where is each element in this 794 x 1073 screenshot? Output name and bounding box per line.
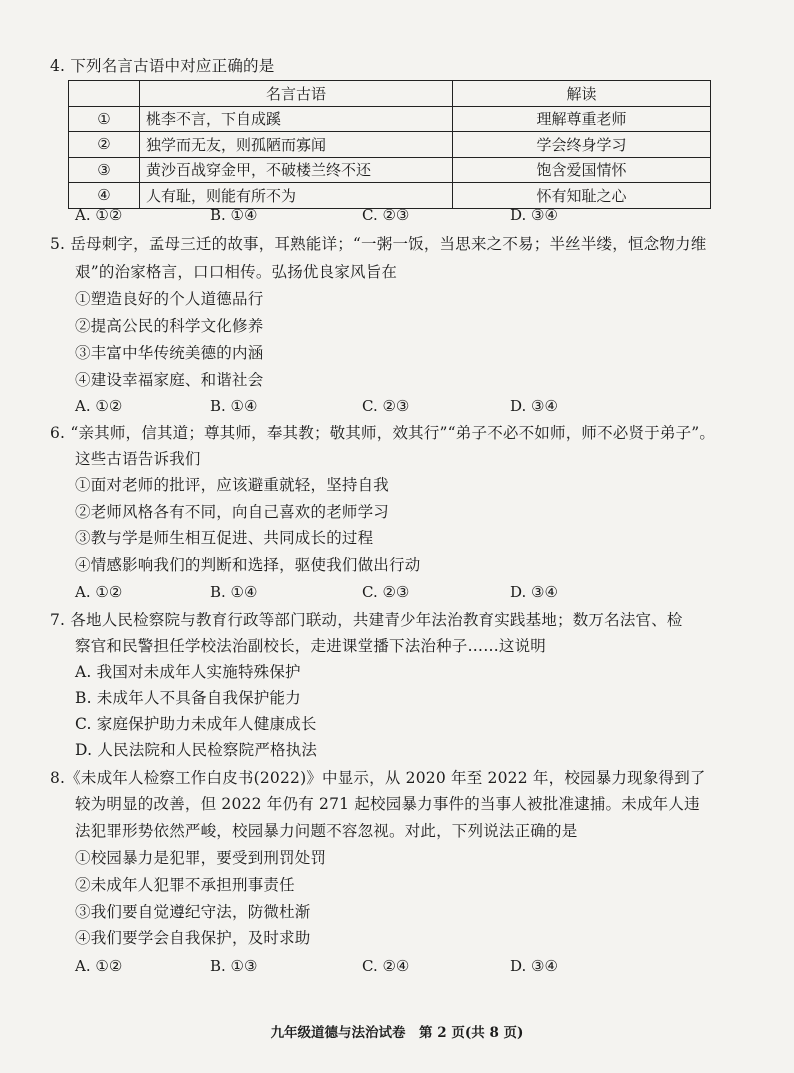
- table-row: [69, 106, 711, 132]
- q5-choice-d: D. ③④: [510, 397, 558, 415]
- row-explanation: 理解尊重老师: [453, 106, 711, 132]
- q5-choice-c: C. ②③: [362, 397, 410, 415]
- q7-option-a: A. 我国对未成年人实施特殊保护: [75, 663, 301, 681]
- table-row: [69, 132, 711, 158]
- q6-option-4: ④情感影响我们的判断和选择，驱使我们做出行动: [75, 556, 421, 574]
- q8-stem-line-3: 法犯罪形势依然严峻，校园暴力问题不容忽视。对此，下列说法正确的是: [75, 822, 578, 840]
- q4-table-header: [69, 81, 711, 107]
- q6-stem-line-1: 6. “亲其师，信其道；尊其师，奉其教；敬其师，效其行”“弟子不必不如师，师不必贤于弟子”。: [50, 424, 716, 442]
- q4-stem: 4. 下列名言古语中对应正确的是: [50, 57, 275, 75]
- q4-header-saying: 名言古语: [140, 81, 453, 107]
- q8-choice-b: B. ①③: [210, 957, 258, 975]
- q4-choice-b: B. ①④: [210, 206, 258, 224]
- row-explanation: 怀有知耻之心: [453, 183, 711, 209]
- q6-option-1: ①面对老师的批评，应该避重就轻，坚持自我: [75, 476, 390, 494]
- row-saying: 独学而无友，则孤陋而寡闻: [140, 132, 453, 158]
- q8-option-4: ④我们要学会自我保护，及时求助: [75, 929, 311, 947]
- q8-option-3: ③我们要自觉遵纪守法，防微杜渐: [75, 903, 311, 921]
- q8-option-2: ②未成年人犯罪不承担刑事责任: [75, 876, 295, 894]
- q4-header-explanation: 解读: [453, 81, 711, 107]
- q6-option-2: ②老师风格各有不同，向自己喜欢的老师学习: [75, 503, 390, 521]
- q4-choice-d: D. ③④: [510, 206, 558, 224]
- q7-option-b: B. 未成年人不具备自我保护能力: [75, 689, 301, 707]
- row-explanation: 学会终身学习: [453, 132, 711, 158]
- row-saying: 人有耻，则能有所不为: [140, 183, 453, 209]
- row-number: ①: [69, 106, 140, 132]
- q8-choice-c: C. ②④: [362, 957, 410, 975]
- q5-choice-b: B. ①④: [210, 397, 258, 415]
- q6-choice-c: C. ②③: [362, 583, 410, 601]
- table-row: [69, 157, 711, 183]
- page-footer: 九年级道德与法治试卷 第 2 页(共 8 页): [270, 1025, 524, 1041]
- row-saying: 桃李不言，下自成蹊: [140, 106, 453, 132]
- q8-choice-a: A. ①②: [75, 957, 123, 975]
- q7-stem-line-1: 7. 各地人民检察院与教育行政等部门联动，共建青少年法治教育实践基地；数万名法官、检: [50, 611, 683, 629]
- q7-option-d: D. 人民法院和人民检察院严格执法: [75, 741, 318, 759]
- q4-header-blank: [69, 81, 140, 107]
- q5-option-1: ①塑造良好的个人道德品行: [75, 290, 264, 308]
- q5-option-4: ④建设幸福家庭、和谐社会: [75, 371, 264, 389]
- q6-stem-line-2: 这些古语告诉我们: [75, 450, 201, 468]
- q7-stem-line-2: 察官和民警担任学校法治副校长，走进课堂播下法治种子……这说明: [75, 637, 547, 655]
- q4-choice-c: C. ②③: [362, 206, 410, 224]
- q8-stem-line-1: 8.《未成年人检察工作白皮书(2022)》中显示，从 2020 年至 2022 年，校园暴力现象得到了: [50, 769, 706, 787]
- q8-option-1: ①校园暴力是犯罪，要受到刑罚处罚: [75, 849, 327, 867]
- q5-option-3: ③丰富中华传统美德的内涵: [75, 344, 264, 362]
- q6-choice-d: D. ③④: [510, 583, 558, 601]
- q5-choice-a: A. ①②: [75, 397, 123, 415]
- q5-stem-line-1: 5. 岳母刺字，孟母三迁的故事，耳熟能详；“一粥一饭，当思来之不易；半丝半缕，恒念物力维: [50, 235, 707, 253]
- row-number: ②: [69, 132, 140, 158]
- row-number: ③: [69, 157, 140, 183]
- q7-option-c: C. 家庭保护助力未成年人健康成长: [75, 715, 317, 733]
- q8-stem-line-2: 较为明显的改善，但 2022 年仍有 271 起校园暴力事件的当事人被批准逮捕。未成年人违: [75, 795, 700, 813]
- q6-choice-b: B. ①④: [210, 583, 258, 601]
- q6-option-3: ③教与学是师生相互促进、共同成长的过程: [75, 529, 374, 547]
- row-saying: 黄沙百战穿金甲，不破楼兰终不还: [140, 157, 453, 183]
- q4-choice-a: A. ①②: [75, 206, 123, 224]
- q8-choice-d: D. ③④: [510, 957, 558, 975]
- q4-table: [68, 80, 711, 209]
- q5-option-2: ②提高公民的科学文化修养: [75, 317, 264, 335]
- q5-stem-line-2: 艰”的治家格言，口口相传。弘扬优良家风旨在: [75, 263, 398, 281]
- q6-choice-a: A. ①②: [75, 583, 123, 601]
- row-number: ④: [69, 183, 140, 209]
- row-explanation: 饱含爱国情怀: [453, 157, 711, 183]
